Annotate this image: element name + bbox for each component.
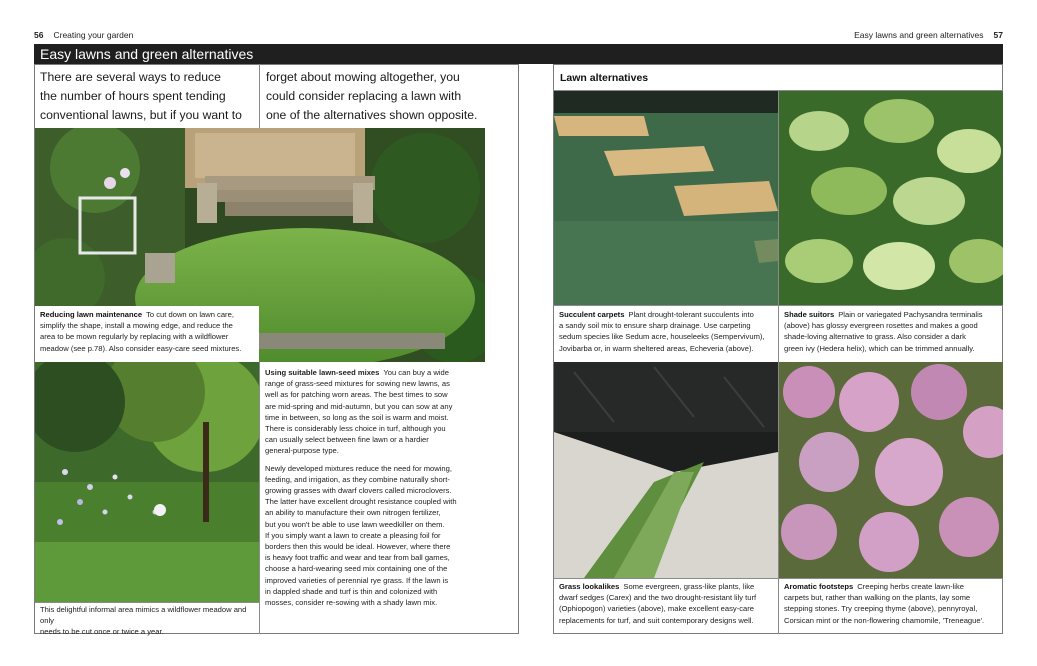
succulent-caption: Succulent carpets Plant drought-tolerant succulents into a sandy soil mix to ensure sharp drainage. Use carpeting sedum species like Sedum acre, houseleeks (Sempervivum), Jovibarba or, in warm sheltered areas, Echeveria (above). xyxy=(559,310,765,353)
left-page-number: 56 xyxy=(34,30,44,40)
reducing-caption: Reducing lawn maintenance To cut down on lawn care, simplify the shape, install a mowing edge, and reduce the area to be mown regularly by replacing with a wildflower meadow (see p.78). Also consider easy-care seed mixtures. xyxy=(40,310,242,353)
grass-caption: Grass lookalikes Some evergreen, grass-like plants, like dwarf sedges (Carex) and the two drought-resistant lily turf (Ophiopogon) varieties (above), make excellent easy-care replacements for turf, and suit contemporary designs well. xyxy=(559,582,757,625)
meadow-caption-rule xyxy=(35,602,259,603)
intro-column-1: There are several ways to reduce the number of hours spent tending conventional lawns, but if you want to xyxy=(40,70,242,122)
succulent-heading: Succulent carpets xyxy=(559,310,625,319)
intro-column-2: forget about mowing altogether, you could consider replacing a lawn with one of the alternatives shown opposite. xyxy=(266,70,478,122)
seed-heading: Using suitable lawn-seed mixes xyxy=(265,368,380,377)
succulent-carpet-photo xyxy=(554,91,778,305)
lawn-alternatives-heading: Lawn alternatives xyxy=(560,72,649,84)
shade-heading: Shade suitors xyxy=(784,310,835,319)
aromatic-caption: Aromatic footsteps Creeping herbs create lawn-like carpets but, rather than walking on the plants, lay some stepping stones. Try creeping thyme (above), pennyroyal, Corsican mint or the non-flowering chamomile, 'Treneague'. xyxy=(784,582,985,625)
grass-heading: Grass lookalikes xyxy=(559,582,620,591)
creeping-thyme-photo xyxy=(779,362,1003,578)
ophiopogon-photo xyxy=(554,362,778,578)
meadow-caption: This delightful informal area mimics a wildflower meadow and only needs to be cut once or twice a year. xyxy=(40,605,247,637)
right-running-head: Easy lawns and green alternatives 57 xyxy=(854,30,1003,40)
seed-mix-text: Using suitable lawn-seed mixes You can buy a wide range of grass-seed mixtures for sowing new lawns, as well as for patching worn areas. The best times to sow are mid-spring and mid-autumn, but you can sow at any time in between, so long as the soil is warm and moist. There is considerably less choice in turf, although you can usually select between fine lawn or a hardier general-purpose type. Newly developed mixtures reduce the need for mowing, feeding, and irrigation, as they combine naturally short- growing grasses with dwarf clovers called microclovers. The latter have excellent drought resistance coupled with an ability to manufacture their own nitrogen fertilizer, but you won't be able to use lawn weedkiller on them. If you simply want a lawn to create a pleasing foil for borders then this would be ideal. However, where there is heavy foot traffic and wear and tear from ball games, choose a hard-wearing seed mix containing one of the improved varieties of perennial rye grass. If the lawn is in dappled shade and turf is thin and colonized with mosses, consider re-sowing with a shady lawn mix. xyxy=(265,368,457,608)
reducing-heading: Reducing lawn maintenance xyxy=(40,310,143,319)
wildflower-meadow-photo xyxy=(35,362,259,602)
left-running-head: 56 Creating your garden xyxy=(34,30,134,40)
pachysandra-photo xyxy=(779,91,1003,305)
intro-divider xyxy=(259,64,260,128)
page-title: Easy lawns and green alternatives xyxy=(40,46,254,62)
aromatic-heading: Aromatic footsteps xyxy=(784,582,854,591)
shade-caption: Shade suitors Plain or variegated Pachysandra terminalis (above) has glossy evergreen rosettes and makes a good shade-loving alternative to grass. Also consider a dark green ivy (Hedera helix), which can be trimmed annually. xyxy=(784,310,983,353)
caption-row1-rule xyxy=(553,305,1003,306)
column-divider xyxy=(259,362,260,634)
right-page-number: 57 xyxy=(993,30,1003,40)
caption-row2-rule xyxy=(553,578,1003,579)
